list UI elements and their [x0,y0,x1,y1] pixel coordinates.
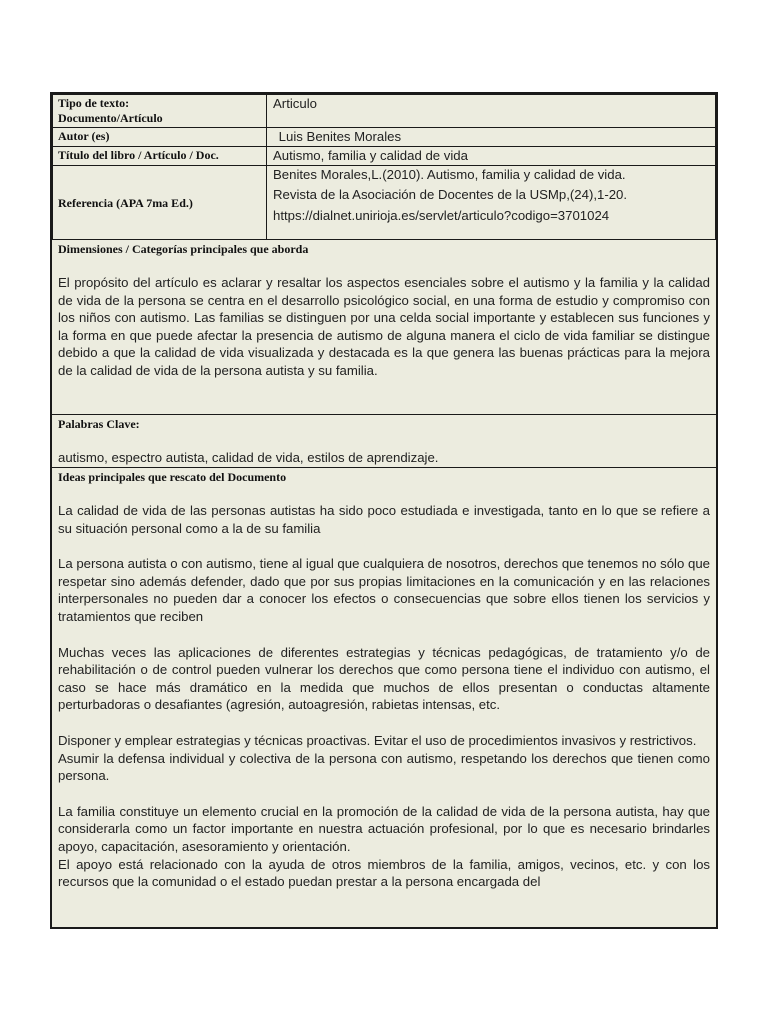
reference-line-2: Revista de la Asociación de Docentes de la USMp,(24),1-20. [273,187,628,202]
row-autor [53,128,716,147]
section-dimensiones-title: Dimensiones / Categorías principales que aborda [58,242,309,256]
section-dimensiones-text: El propósito del artículo es aclarar y resaltar los aspectos esenciales sobre el autismo y la familia y la calidad de vida de la persona se centra en el desarrollo psicológico social, en una forma de estudio y compromiso con los niños con autismo. Las familias se distinguen por una celda social importante y establecen sus funciones y la forma en que puede afectar la presencia de autismo de alguna manera el ciclo de vida familiar se distingue debido a que la calidad de vida visualizada y destacada es la que genera las buenas prácticas para la mejora de la calidad de vida de la persona autista y su familia. [58,275,710,378]
row-titulo [53,147,716,166]
section-dimensiones [52,241,716,415]
value-tipo-texto: Articulo [267,95,716,128]
label-autor: Autor (es) [53,128,267,147]
row-tipo-texto [53,95,716,128]
label-tipo-texto-text: Tipo de texto: Documento/Artículo [58,96,163,125]
label-tipo-texto [53,95,267,128]
idea-paragraph-4: Disponer y emplear estrategias y técnicas proactivas. Evitar el uso de procedimientos invasivos y restrictivos. [58,732,697,748]
section-palabras-clave-title: Palabras Clave: [58,417,140,431]
reference-line-1: Benites Morales,L.(2010). Autismo, familia y calidad de vida. [273,167,626,182]
section-palabras-clave-text: autismo, espectro autista, calidad de vida, estilos de aprendizaje. [58,450,439,465]
value-titulo: Autismo, familia y calidad de vida [267,147,716,166]
idea-paragraph-5: Asumir la defensa individual y colectiva de la persona con autismo, respetando los derechos que tienen como persona. [58,750,710,784]
label-titulo: Título del libro / Artículo / Doc. [53,147,267,166]
idea-paragraph-3: Muchas veces las aplicaciones de diferentes estrategias y técnicas pedagógicas, de tratamiento y/o de rehabilitación o de control pueden vulnerar los derechos que como persona tiene el individuo con autismo, el caso se hace más dramático en la medida que muchos de ellos presentan o conductas altamente perturbadoras o desafiantes (agresión, autoagresión, rabietas intensas, etc. [58,644,710,713]
section-ideas [52,469,716,891]
idea-paragraph-6: La familia constituye un elemento crucial en la promoción de la calidad de vida de la persona autista, hay que considerarla como un factor importante en nuestra actuación profesional, por lo que es necesario brindarles apoyo, capacitación, asesoramiento y orientación. [58,803,710,854]
document-form [50,92,718,929]
idea-paragraph-2: La persona autista o con autismo, tiene al igual que cualquiera de nosotros, derechos que tenemos no sólo que respetar sino además defender, dado que por sus propias limitaciones en la comunicación y en las relaciones interpersonales no pueden dar a conocer los efectos o consecuencias que sobre ellos tienen los servicios y tratamientos que reciben [58,556,710,624]
label-referencia: Referencia (APA 7ma Ed.) [53,166,267,240]
value-autor: Luis Benites Morales [267,128,716,147]
idea-paragraph-7: El apoyo está relacionado con la ayuda de otros miembros de la familia, amigos, vecinos, etc. y con los recursos que la comunidad o el estado puedan prestar a la persona encargada del [58,856,710,890]
section-ideas-title: Ideas principales que rescato del Documento [58,470,287,484]
section-palabras-clave [52,416,716,468]
row-referencia [53,166,716,240]
value-referencia [267,166,716,240]
idea-paragraph-1: La calidad de vida de las personas autistas ha sido poco estudiada e investigada, tanto en lo que se refiere a su situación personal como a la de su familia [58,503,710,536]
metadata-table [52,94,716,240]
reference-line-3: https://dialnet.unirioja.es/servlet/articulo?codigo=3701024 [273,208,610,223]
